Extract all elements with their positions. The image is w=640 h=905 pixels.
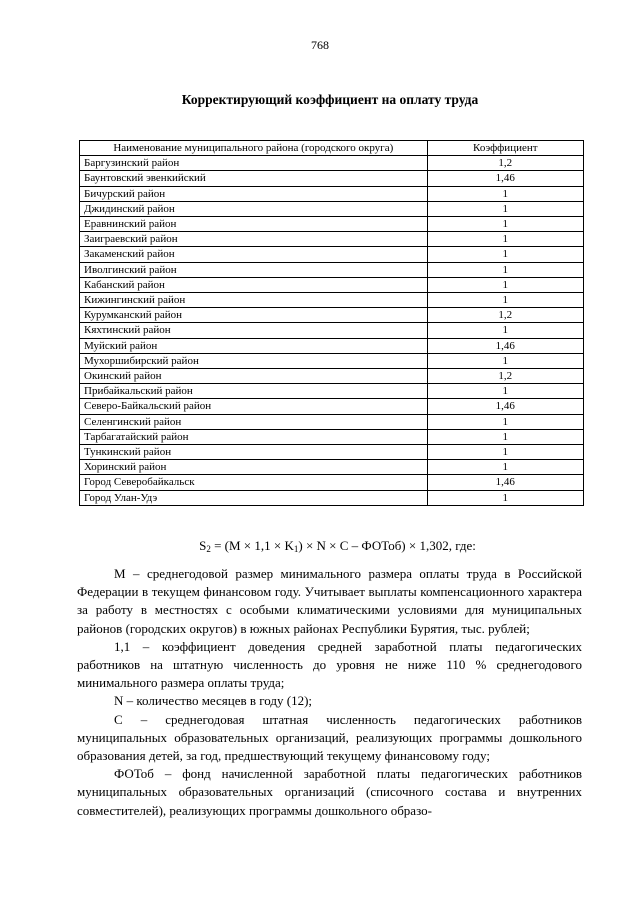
coefficient-value: 1,46 (427, 399, 583, 414)
district-name: Окинский район (80, 369, 428, 384)
coefficient-value: 1,46 (427, 171, 583, 186)
coefficient-table (79, 140, 584, 506)
table-row (80, 429, 584, 444)
district-name: Хоринский район (80, 460, 428, 475)
table-row (80, 384, 584, 399)
header-district: Наименование муниципального района (городского округа) (80, 141, 428, 156)
district-name: Баргузинский район (80, 156, 428, 171)
coefficient-value: 1 (427, 186, 583, 201)
district-name: Бичурский район (80, 186, 428, 201)
table-row (80, 460, 584, 475)
table-row (80, 156, 584, 171)
body-text (77, 565, 582, 820)
district-name: Баунтовский эвенкийский (80, 171, 428, 186)
table-row (80, 293, 584, 308)
table-row (80, 308, 584, 323)
table-row (80, 262, 584, 277)
paragraph-m: М – среднегодовой размер минимального размера оплаты труда в Российской Федерации в текущем финансовом году. Учитывает выплаты компенсационного характера за работу в местностях с особыми климатическими условиями для муниципальных районов (городских округов) в южных районах Республики Бурятия, тыс. рублей; (77, 566, 582, 636)
table-body (80, 156, 584, 506)
district-name: Заиграевский район (80, 232, 428, 247)
paragraph-fot: ФОТоб – фонд начисленной заработной платы педагогических работников муниципальных образовательных организаций (списочного состава и внутренних совместителей), реализующих программы дошкольного образо- (77, 766, 582, 818)
coefficient-value: 1 (427, 353, 583, 368)
table-row (80, 338, 584, 353)
coefficient-value: 1 (427, 414, 583, 429)
coefficient-value: 1,2 (427, 308, 583, 323)
table-row (80, 399, 584, 414)
coefficient-value: 1,46 (427, 338, 583, 353)
district-name: Тарбагатайский район (80, 429, 428, 444)
table-row (80, 445, 584, 460)
coefficient-value: 1 (427, 217, 583, 232)
formula-part2: ) × N × C – ФОТоб) × 1,302, где: (298, 538, 476, 553)
coefficient-value: 1 (427, 323, 583, 338)
district-name: Кижингинский район (80, 293, 428, 308)
table-row (80, 414, 584, 429)
table-row (80, 369, 584, 384)
table-row (80, 353, 584, 368)
coefficient-value: 1 (427, 247, 583, 262)
table-row (80, 323, 584, 338)
table-row (80, 277, 584, 292)
district-name: Закаменский район (80, 247, 428, 262)
coefficient-value: 1 (427, 293, 583, 308)
table-row (80, 475, 584, 490)
coefficient-value: 1,2 (427, 156, 583, 171)
table-row (80, 217, 584, 232)
district-name: Джидинский район (80, 201, 428, 216)
coefficient-value: 1 (427, 429, 583, 444)
table-header-row (80, 141, 584, 156)
district-name: Иволгинский район (80, 262, 428, 277)
district-name: Кяхтинский район (80, 323, 428, 338)
district-name: Город Улан-Удэ (80, 490, 428, 505)
district-name: Северо-Байкальский район (80, 399, 428, 414)
coefficient-value: 1 (427, 490, 583, 505)
coefficient-value: 1 (427, 232, 583, 247)
table-row (80, 186, 584, 201)
district-name: Город Северобайкальск (80, 475, 428, 490)
page-number: 768 (311, 38, 329, 52)
table-row (80, 201, 584, 216)
district-name: Курумканский район (80, 308, 428, 323)
coefficient-value: 1 (427, 445, 583, 460)
district-name: Тункинский район (80, 445, 428, 460)
formula-lhs: S (199, 538, 207, 553)
coefficient-value: 1,46 (427, 475, 583, 490)
coefficient-value: 1,2 (427, 369, 583, 384)
formula-lhs-sub: 2 (206, 544, 211, 554)
district-name: Еравнинский район (80, 217, 428, 232)
district-name: Прибайкальский район (80, 384, 428, 399)
district-name: Кабанский район (80, 277, 428, 292)
table-row (80, 232, 584, 247)
page-title: Корректирующий коэффициент на оплату труда (181, 92, 479, 107)
table-row (80, 247, 584, 262)
paragraph-n: N – количество месяцев в году (12); (114, 693, 313, 709)
formula-part1: = (M × 1,1 × K (210, 538, 294, 553)
formula-k-sub: 1 (293, 544, 299, 554)
header-coefficient: Коэффициент (427, 141, 583, 156)
coefficient-value: 1 (427, 201, 583, 216)
paragraph-c: С – среднегодовая штатная численность педагогических работников муниципальных образовательных организаций, реализующих программы дошкольного образования детей, за год, предшествующий текущему финансовому году; (77, 711, 582, 764)
district-name: Муйский район (80, 338, 428, 353)
coefficient-value: 1 (427, 262, 583, 277)
coefficient-value: 1 (427, 384, 583, 399)
table-row (80, 490, 584, 505)
table-row (80, 171, 584, 186)
district-name: Селенгинский район (80, 414, 428, 429)
district-name: Мухоршибирский район (80, 353, 428, 368)
paragraph-coefficient: 1,1 – коэффициент доведения средней заработной платы педагогических работников на штатную численность до уровня не ниже 110 % среднегодового минимального размера оплаты труда; (77, 638, 582, 691)
coefficient-value: 1 (427, 460, 583, 475)
coefficient-value: 1 (427, 277, 583, 292)
formula (0, 538, 640, 554)
